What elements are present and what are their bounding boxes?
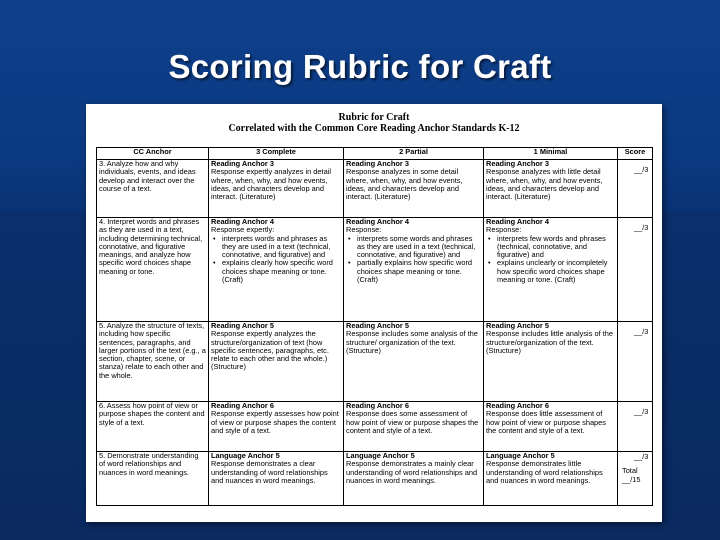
complete-text: Response expertly analyzes in detail where, when, why, and how events, ideas, and characters develop and interact. (Literature) <box>211 167 331 202</box>
partial-cell <box>344 452 484 506</box>
column-header-complete: 3 Complete <box>209 148 344 160</box>
minimal-text: Response includes little analysis of the structure/organization of the text. (Structure) <box>486 329 613 355</box>
score-cell <box>618 322 653 402</box>
minimal-text: Response does little assessment of how point of view or purpose shapes the content and style of a text. <box>486 409 606 435</box>
partial-anchor-title: Reading Anchor 5 <box>346 321 409 330</box>
document-header <box>86 104 662 134</box>
table-row <box>97 160 653 218</box>
score-cell <box>618 402 653 452</box>
complete-text: Response expertly assesses how point of view or purpose shapes the content and style of a text. <box>211 409 339 435</box>
rubric-document <box>86 104 662 522</box>
minimal-cell <box>484 218 618 322</box>
score-value: __/3 <box>634 407 649 416</box>
column-header-minimal: 1 Minimal <box>484 148 618 160</box>
partial-anchor-title: Reading Anchor 6 <box>346 401 409 410</box>
table-header-row <box>97 148 653 160</box>
minimal-text: Response analyzes with little detail where, when, why, and how events, ideas, and characters develop and interact. (Literature) <box>486 167 603 202</box>
column-header-partial: 2 Partial <box>344 148 484 160</box>
complete-cell <box>209 160 344 218</box>
partial-cell <box>344 218 484 322</box>
minimal-bullet: • explains unclearly or incompletely how specific word choices shape meaning or tone. (Craft) <box>486 259 615 284</box>
complete-anchor-title: Language Anchor 5 <box>211 451 280 460</box>
partial-anchor-title: Reading Anchor 3 <box>346 159 409 168</box>
partial-cell <box>344 160 484 218</box>
table-row <box>97 322 653 402</box>
complete-bullet: • interprets words and phrases as they are used in a text (technical, connotative, and figurative) and <box>211 235 341 260</box>
partial-anchor-title: Language Anchor 5 <box>346 451 415 460</box>
column-header-cc-anchor: CC Anchor <box>97 148 209 160</box>
table-row <box>97 452 653 506</box>
minimal-lead: Response: <box>486 225 522 235</box>
score-cell <box>618 218 653 322</box>
complete-bullet: • explains clearly how specific word choices shape meaning or tone. (Craft) <box>211 259 341 284</box>
table-row <box>97 218 653 322</box>
complete-cell <box>209 218 344 322</box>
minimal-anchor-title: Language Anchor 5 <box>486 451 555 460</box>
partial-lead: Response: <box>346 225 382 235</box>
partial-bullet: • interprets some words and phrases as they are used in a text (technical, connotative, and figurative) and <box>346 235 481 260</box>
slide-title: Scoring Rubric for Craft <box>168 48 552 85</box>
minimal-cell <box>484 160 618 218</box>
complete-text: Response expertly analyzes the structure/organization of text (how specific sentences, paragraphs, etc. relate to each other and the whole.) (Structure) <box>211 329 329 372</box>
minimal-cell <box>484 322 618 402</box>
partial-cell <box>344 402 484 452</box>
partial-bullet: • partially explains how specific word choices shape meaning or tone. (Craft) <box>346 259 481 284</box>
total-label: Total <box>622 466 638 476</box>
rubric-table <box>96 147 653 506</box>
complete-text: Response demonstrates a clear understanding of word relationships and nuances in word meanings. <box>211 459 328 485</box>
score-value: __/3 <box>634 452 649 461</box>
anchor-cell: 3. Analyze how and why individuals, events, and ideas develop and interact over the course of a text. <box>97 160 209 218</box>
score-value: __/3 <box>634 165 649 174</box>
partial-anchor-title: Reading Anchor 4 <box>346 217 409 226</box>
document-subtitle: Correlated with the Common Core Reading Anchor Standards K-12 <box>228 123 520 134</box>
minimal-anchor-title: Reading Anchor 6 <box>486 401 549 410</box>
anchor-cell: 6. Assess how point of view or purpose shapes the content and style of a text. <box>97 402 209 452</box>
document-title: Rubric for Craft <box>338 112 410 123</box>
total-value: __/15 <box>622 474 641 484</box>
minimal-cell <box>484 402 618 452</box>
minimal-cell <box>484 452 618 506</box>
complete-cell <box>209 452 344 506</box>
score-cell <box>618 452 653 506</box>
anchor-cell: 4. Interpret words and phrases as they are used in a text, including determining technical, connotative, and figurative meanings, and analyze how specific word choices shape meaning or tone. <box>97 218 209 322</box>
column-header-score: Score <box>618 148 653 160</box>
complete-anchor-title: Reading Anchor 5 <box>211 321 274 330</box>
minimal-anchor-title: Reading Anchor 4 <box>486 217 549 226</box>
complete-anchor-title: Reading Anchor 4 <box>211 217 274 226</box>
minimal-text: Response demonstrates little understanding of word relationships and nuances in word meanings. <box>486 459 603 485</box>
complete-cell <box>209 322 344 402</box>
partial-text: Response includes some analysis of the structure/ organization of the text. (Structure) <box>346 329 478 355</box>
anchor-cell: 5. Demonstrate understanding of word relationships and nuances in word meanings. <box>97 452 209 506</box>
score-value: __/3 <box>634 223 649 232</box>
anchor-cell: 5. Analyze the structure of texts, including how specific sentences, paragraphs, and larger portions of the text (e.g., a section, chapter, scene, or stanza) relate to each other and the whole. <box>97 322 209 402</box>
complete-anchor-title: Reading Anchor 3 <box>211 159 274 168</box>
partial-cell <box>344 322 484 402</box>
complete-cell <box>209 402 344 452</box>
partial-text: Response analyzes in some detail where, when, why, and how events, ideas, and characters develop and interact. (Literature) <box>346 167 463 202</box>
score-cell <box>618 160 653 218</box>
minimal-anchor-title: Reading Anchor 3 <box>486 159 549 168</box>
table-row <box>97 402 653 452</box>
complete-anchor-title: Reading Anchor 6 <box>211 401 274 410</box>
minimal-anchor-title: Reading Anchor 5 <box>486 321 549 330</box>
complete-lead: Response expertly: <box>211 225 275 235</box>
score-value: __/3 <box>634 327 649 336</box>
minimal-bullet: • interprets few words and phrases (technical, connotative, and figurative) and <box>486 235 615 260</box>
partial-text: Response demonstrates a mainly clear understanding of word relationships and nuances in word meanings. <box>346 459 478 485</box>
partial-text: Response does some assessment of how point of view or purpose shapes the content and style of a text. <box>346 409 479 435</box>
